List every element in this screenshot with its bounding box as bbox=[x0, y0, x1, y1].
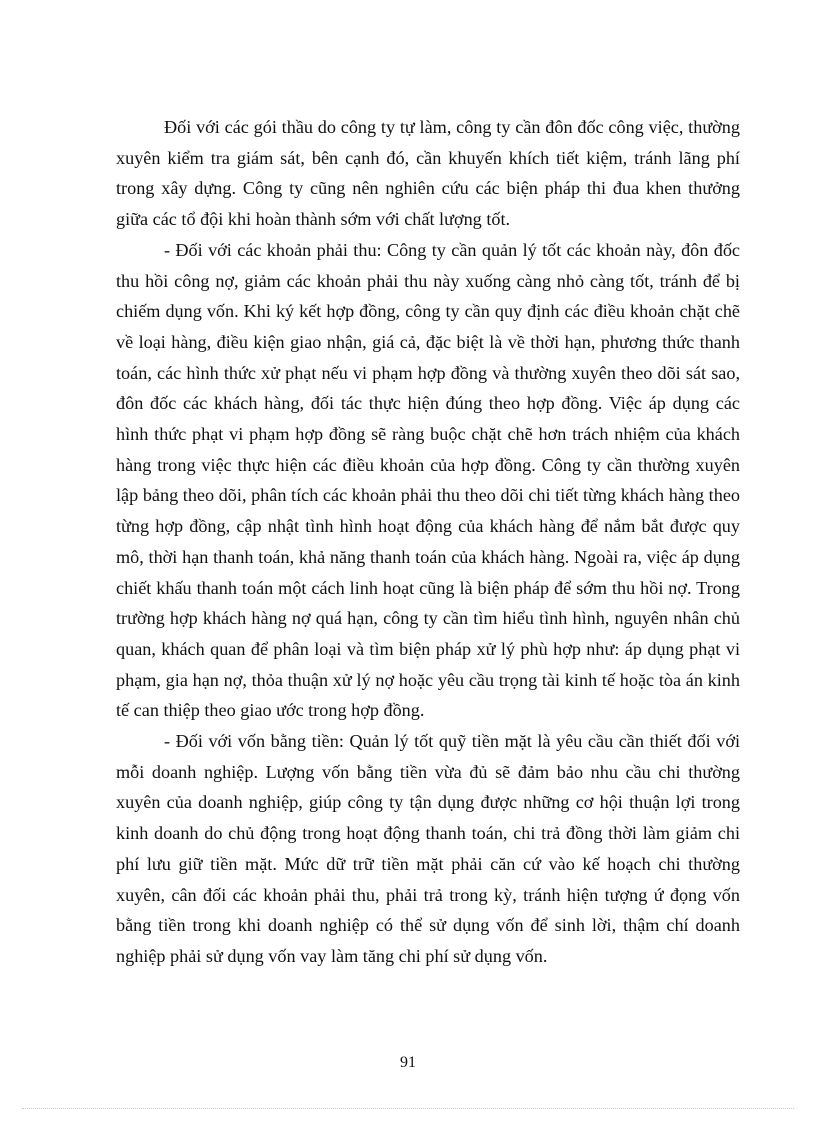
document-body bbox=[116, 112, 740, 972]
page-number: 91 bbox=[400, 1054, 416, 1071]
paragraph-cash-capital: - Đối với vốn bằng tiền: Quản lý tốt quỹ tiền mặt là yêu cầu cần thiết đối với mỗi doanh nghiệp. Lượng vốn bằng tiền vừa đủ sẽ đảm bảo nhu cầu chi thường xuyên của doanh nghiệp, giúp công ty tận dụng được những cơ hội thuận lợi trong kinh doanh do chủ động trong hoạt động thanh toán, chi trả đồng thời làm giảm chi phí lưu giữ tiền mặt. Mức dữ trữ tiền mặt phải căn cứ vào kế hoạch chi thường xuyên, cân đối các khoản phải thu, phải trả trong kỳ, tránh hiện tượng ứ đọng vốn bằng tiền trong khi doanh nghiệp có thể sử dụng vốn để sinh lời, thậm chí doanh nghiệp phải sử dụng vốn vay làm tăng chi phí sử dụng vốn. bbox=[116, 731, 740, 966]
paragraph-contractor-packages: Đối với các gói thầu do công ty tự làm, công ty cần đôn đốc công việc, thường xuyên kiểm tra giám sát, bên cạnh đó, cần khuyến khích tiết kiệm, tránh lãng phí trong xây dựng. Công ty cũng nên nghiên cứu các biện pháp thi đua khen thưởng giữa các tổ đội khi hoàn thành sớm với chất lượng tốt. bbox=[116, 117, 740, 230]
paragraph-receivables: - Đối với các khoản phải thu: Công ty cần quản lý tốt các khoản này, đôn đốc thu hồi công nợ, giảm các khoản phải thu này xuống càng nhỏ càng tốt, tránh để bị chiếm dụng vốn. Khi ký kết hợp đồng, công ty cần quy định các điều khoản chặt chẽ về loại hàng, điều kiện giao nhận, giá cả, đặc biệt là về thời hạn, phương thức thanh toán, các hình thức xử phạt nếu vi phạm hợp đồng và thường xuyên theo dõi sát sao, đôn đốc các khách hàng, đối tác thực hiện đúng theo hợp đồng. Việc áp dụng các hình thức phạt vi phạm hợp đồng sẽ ràng buộc chặt chẽ hơn trách nhiệm của khách hàng trong việc thực hiện các điều khoản của hợp đồng. Công ty cần thường xuyên lập bảng theo dõi, phân tích các khoản phải thu theo dõi chi tiết từng khách hàng theo từng hợp đồng, cập nhật tình hình hoạt động của khách hàng để nắm bắt được quy mô, thời hạn thanh toán, khả năng thanh toán của khách hàng. Ngoài ra, việc áp dụng chiết khấu thanh toán một cách linh hoạt cũng là biện pháp để sớm thu hồi nợ. Trong trường hợp khách hàng nợ quá hạn, công ty cần tìm hiểu tình hình, nguyên nhân chủ quan, khách quan để phân loại và tìm biện pháp xử lý phù hợp như: áp dụng phạt vi phạm, gia hạn nợ, thỏa thuận xử lý nợ hoặc yêu cầu trọng tài kinh tế hoặc tòa án kinh tế can thiệp theo giao ước trong hợp đồng. bbox=[116, 239, 740, 721]
page-bottom-divider bbox=[22, 1108, 794, 1109]
